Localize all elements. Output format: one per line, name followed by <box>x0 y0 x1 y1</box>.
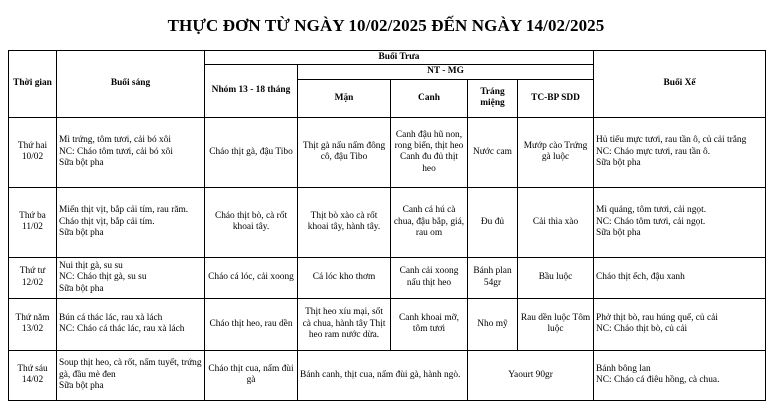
morning-line: NC: Cháo cá thác lác, rau xà lách <box>59 324 185 335</box>
day-cell <box>9 117 57 187</box>
morning-cell <box>57 350 205 400</box>
group-13-18-cell: Cháo thịt bò, cà rốt khoai tây. <box>205 187 298 257</box>
table-row-thursday <box>9 298 766 350</box>
morning-line: Soup thịt heo, cà rốt, nấm tuyết, trứng gà, đầu mè đen <box>59 358 202 380</box>
afternoon-line: Cháo thịt ếch, đậu xanh <box>596 272 685 283</box>
man-cell: Cá lóc kho thơm <box>298 257 391 298</box>
afternoon-cell <box>594 257 766 298</box>
table-row-tuesday <box>9 187 766 257</box>
header-noon: Buổi Trưa <box>205 51 594 65</box>
header-trang-mieng: Tráng miệng <box>468 79 518 117</box>
morning-line: Mì trứng, tôm tươi, cải bó xôi <box>59 135 171 146</box>
day-date: 14/02 <box>21 375 44 386</box>
page-title: THỰC ĐƠN TỪ NGÀY 10/02/2025 ĐẾN NGÀY 14/02/2025 <box>167 16 605 35</box>
trang-mieng-cell: Bánh plan 54gr <box>468 257 518 298</box>
morning-line: Sữa bột pha <box>59 228 104 239</box>
group-13-18-cell: Cháo thịt cua, nấm đùi gà <box>205 350 298 400</box>
afternoon-line: Sữa bột pha <box>596 228 641 239</box>
day-name: Thứ năm <box>15 312 50 323</box>
morning-line: Nui thịt gà, su su <box>59 260 123 271</box>
afternoon-line: Mì quảng, tôm tươi, cải ngọt. <box>596 205 707 216</box>
morning-line: Cháo thịt vịt, bắp cải tím. <box>59 216 155 227</box>
afternoon-line: Phở thịt bò, rau húng quế, củ cải <box>596 312 718 323</box>
morning-line: NC: Cháo tôm tươi, cải bó xôi <box>59 146 173 157</box>
afternoon-cell <box>594 117 766 187</box>
afternoon-line: Bánh bông lan <box>596 363 651 374</box>
day-date: 10/02 <box>21 152 44 163</box>
table-row-friday <box>9 350 766 400</box>
afternoon-line: NC: Cháo mực tươi, rau tần ô. <box>596 146 711 157</box>
day-name: Thứ ba <box>19 210 46 221</box>
header-nt-mg: NT - MG <box>298 65 594 79</box>
day-name: Thứ sáu <box>17 363 48 374</box>
afternoon-line: NC: Cháo tôm tươi, cải ngọt. <box>596 216 706 227</box>
dessert-combined-cell: Yaourt 90gr <box>468 350 594 400</box>
afternoon-line: NC: Cháo cá điêu hồng, cà chua. <box>596 375 720 386</box>
man-cell: Thịt gà nấu nấm đông cô, đậu Tibo <box>298 117 391 187</box>
header-canh: Canh <box>391 79 468 117</box>
afternoon-cell <box>594 298 766 350</box>
morning-line: NC: Cháo thịt gà, su su <box>59 272 147 283</box>
canh-cell: Canh cá hú cà chua, đậu bắp, giá, rau om <box>391 187 468 257</box>
day-name: Thứ tư <box>19 266 46 277</box>
tc-bp-cell: Rau dền luộc Tôm luộc <box>518 298 594 350</box>
morning-line: Sữa bột pha <box>59 158 104 169</box>
canh-cell: Canh khoai mỡ, tôm tươi <box>391 298 468 350</box>
header-afternoon: Buổi Xế <box>594 51 766 118</box>
header-time: Thời gian <box>9 51 57 118</box>
trang-mieng-cell: Nho mỹ <box>468 298 518 350</box>
morning-line: Miến thịt vịt, bắp cải tím, rau răm. <box>59 205 189 216</box>
canh-cell: Canh đậu hũ non, rong biển, thịt heo Canh đu đủ thịt heo <box>391 117 468 187</box>
afternoon-cell <box>594 187 766 257</box>
afternoon-line: Sữa bột pha <box>596 158 641 169</box>
morning-cell <box>57 117 205 187</box>
header-man: Mặn <box>298 79 391 117</box>
day-name: Thứ hai <box>17 140 48 151</box>
trang-mieng-cell: Đu đủ <box>468 187 518 257</box>
group-13-18-cell: Cháo cá lóc, cải xoong <box>205 257 298 298</box>
afternoon-line: NC: Cháo thịt bò, củ cải <box>596 324 688 335</box>
afternoon-cell <box>594 350 766 400</box>
tc-bp-cell: Mướp cào Trứng gà luộc <box>518 117 594 187</box>
canh-cell: Canh cải xoong nấu thịt heo <box>391 257 468 298</box>
morning-cell <box>57 187 205 257</box>
morning-line: Bún cá thác lác, rau xà lách <box>59 312 163 323</box>
afternoon-line: Hủ tiếu mực tươi, rau tần ô, củ cải trắng <box>596 135 747 146</box>
group-13-18-cell: Cháo thịt gà, đậu Tibo <box>205 117 298 187</box>
tc-bp-cell: Cải thìa xào <box>518 187 594 257</box>
day-date: 12/02 <box>21 277 44 288</box>
day-date: 11/02 <box>21 222 43 233</box>
man-cell: Thịt heo xíu mại, sốt cà chua, hành tây Thịt heo ram nước dừa. <box>298 298 391 350</box>
day-cell <box>9 187 57 257</box>
group-13-18-cell: Cháo thịt heo, rau dền <box>205 298 298 350</box>
morning-cell <box>57 257 205 298</box>
menu-table <box>8 50 766 401</box>
header-tc-bp: TC-BP SDD <box>518 79 594 117</box>
header-group-13-18: Nhóm 13 - 18 tháng <box>205 65 298 117</box>
day-date: 13/02 <box>21 324 44 335</box>
table-row-monday <box>9 117 766 187</box>
morning-cell <box>57 298 205 350</box>
day-cell <box>9 350 57 400</box>
header-morning: Buổi sáng <box>57 51 205 118</box>
table-row-wednesday <box>9 257 766 298</box>
trang-mieng-cell: Nước cam <box>468 117 518 187</box>
noon-combined-cell: Bánh canh, thịt cua, nấm đùi gà, hành ngò. <box>298 350 468 400</box>
tc-bp-cell: Bầu luộc <box>518 257 594 298</box>
morning-line: Sữa bột pha <box>59 381 104 392</box>
morning-line: Sữa bột pha <box>59 283 104 294</box>
day-cell <box>9 298 57 350</box>
man-cell: Thịt bò xào cà rốt khoai tây, hành tây. <box>298 187 391 257</box>
day-cell <box>9 257 57 298</box>
